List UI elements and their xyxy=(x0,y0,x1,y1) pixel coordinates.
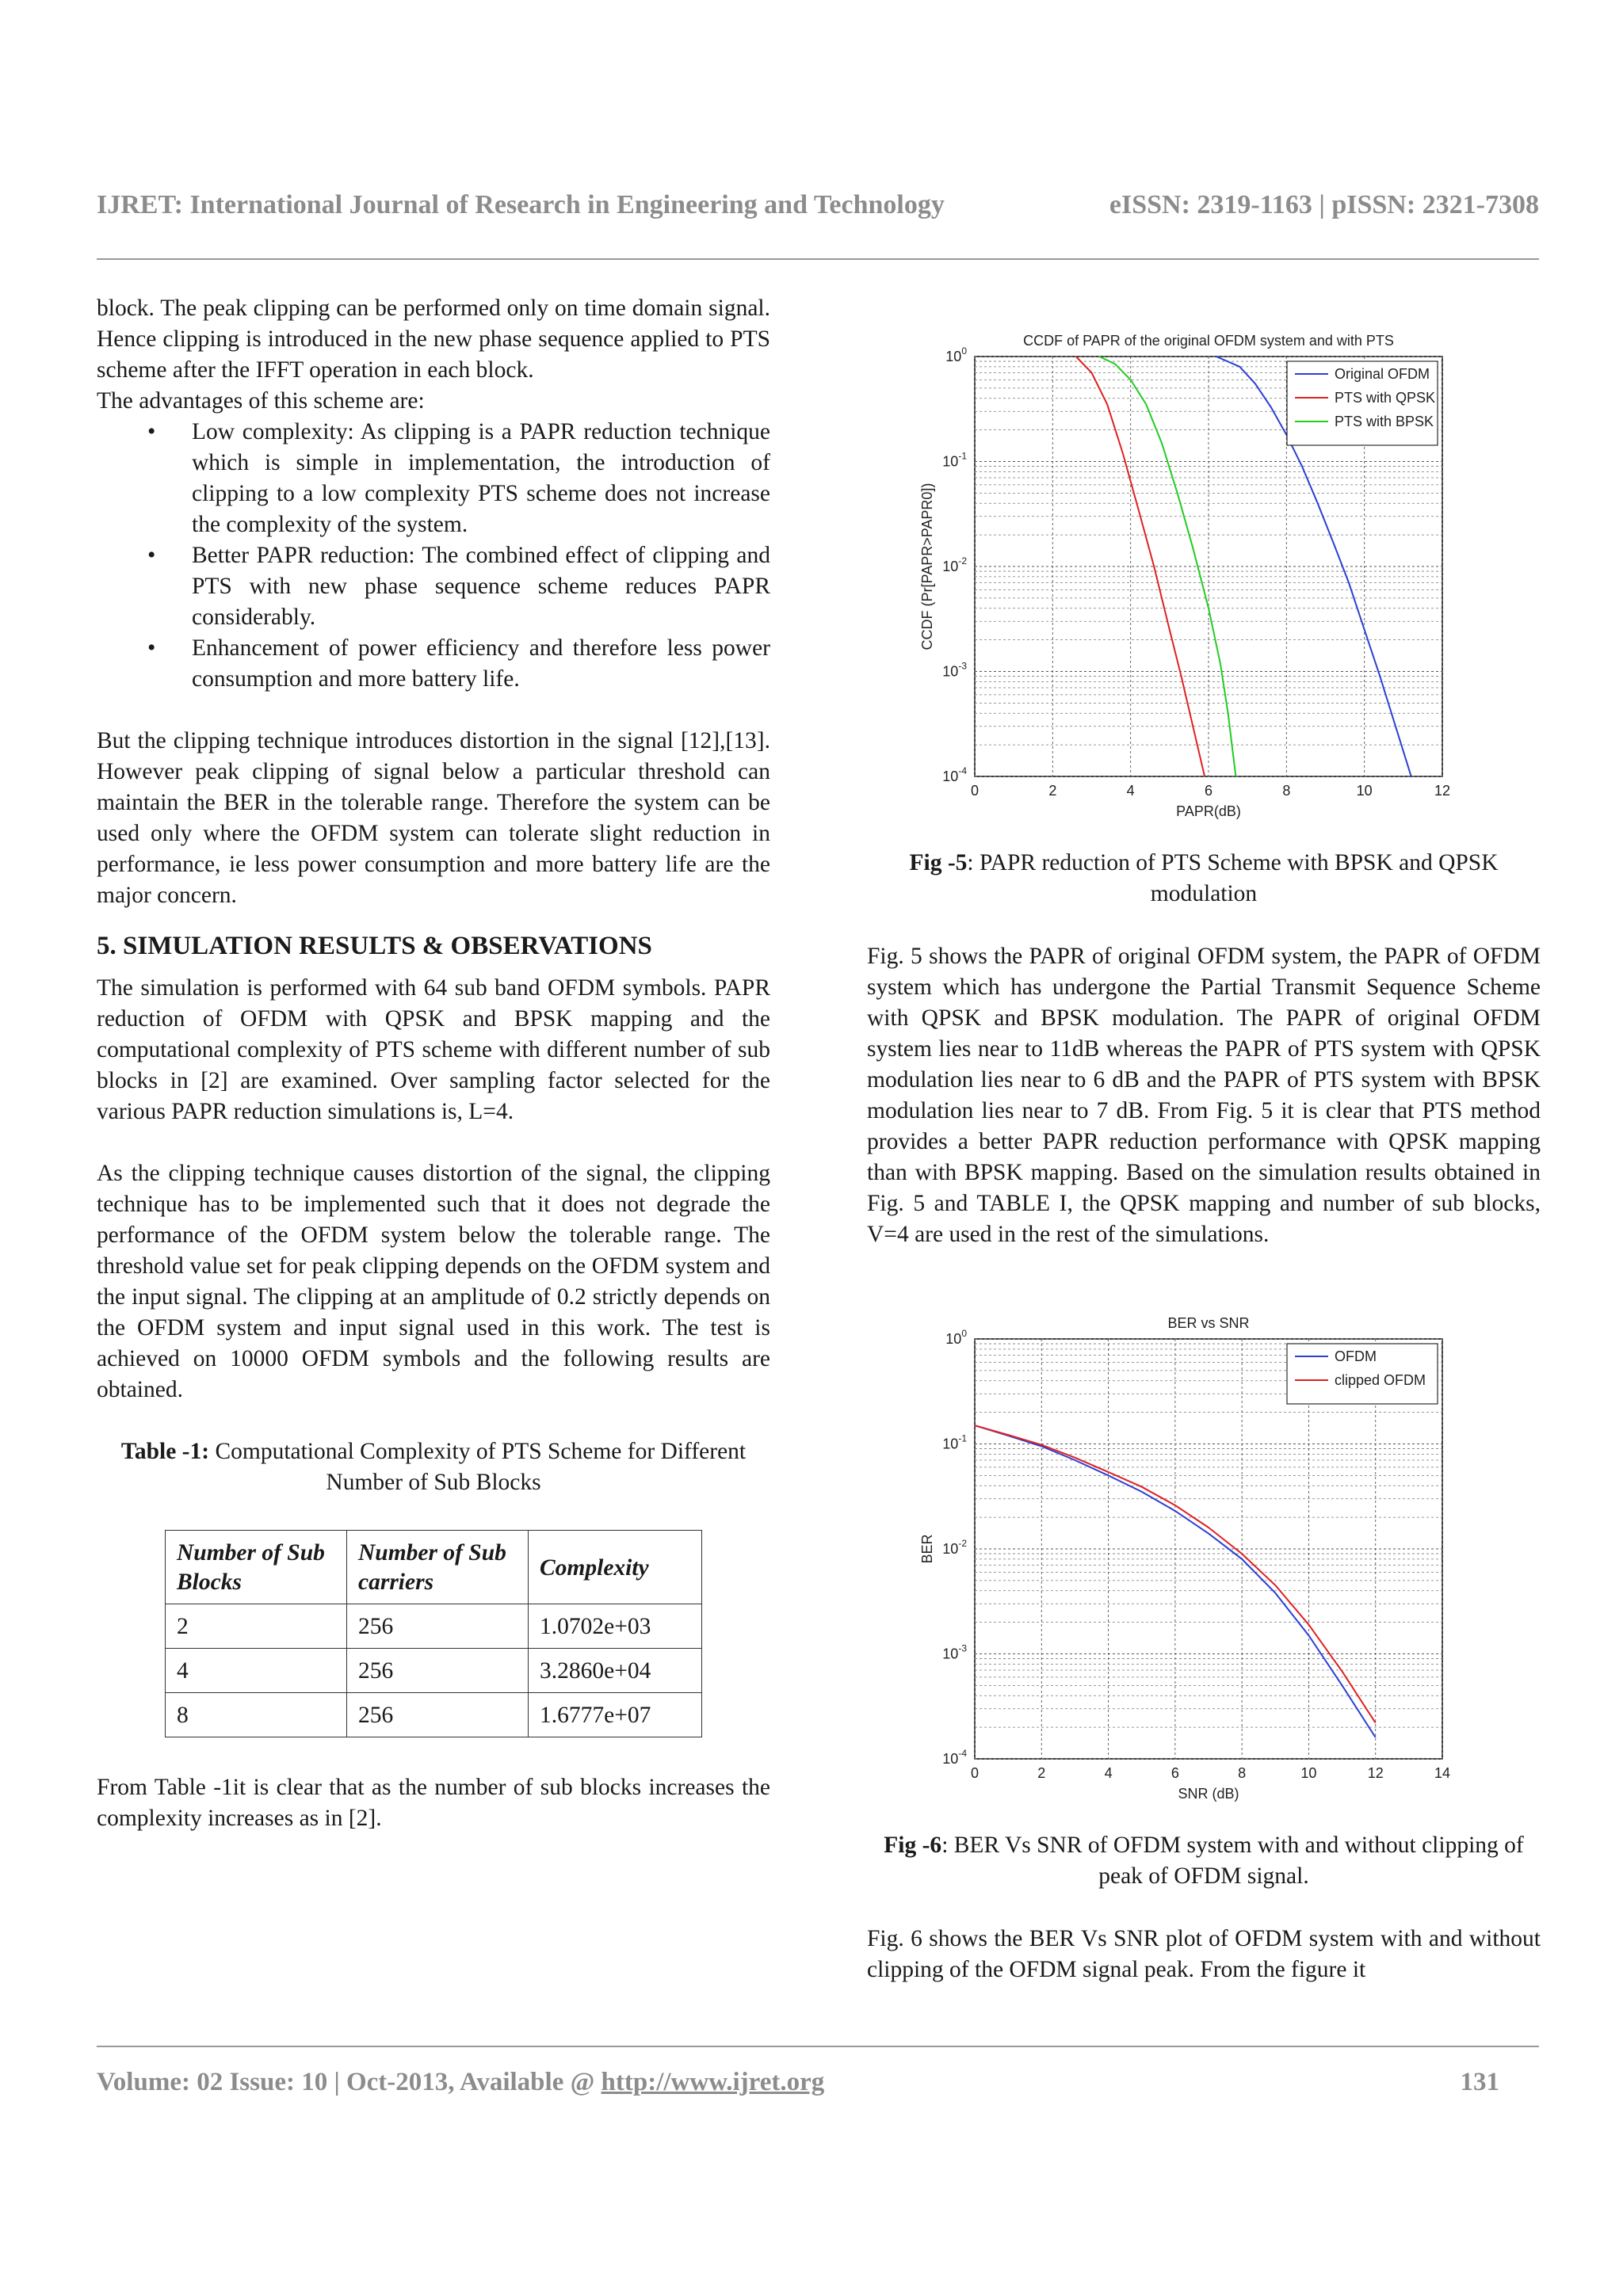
x-tick-label: 2 xyxy=(1037,1765,1046,1781)
right-column-upper xyxy=(867,848,1541,1250)
y-tick-label: $10^{-4}$ xyxy=(942,1748,967,1767)
paragraph: From Table -1it is clear that as the number of sub blocks increases the complexity increases as in [2]. xyxy=(97,1775,770,1831)
legend-label: PTS with BPSK xyxy=(1335,414,1434,429)
papr-ccdf-chart xyxy=(911,317,1466,824)
y-axis-label: CCDF (Pr[PAPR>PAPR0]) xyxy=(919,482,935,650)
running-header xyxy=(97,190,1539,220)
issn: eISSN: 2319-1163 | pISSN: 2321-7308 xyxy=(1109,190,1539,219)
x-tick-label: 12 xyxy=(1434,783,1451,799)
y-tick-label: $10^{-4}$ xyxy=(942,765,967,784)
section-heading: 5. SIMULATION RESULTS & OBSERVATIONS xyxy=(97,932,652,960)
paragraph: The simulation is performed with 64 sub band OFDM symbols. PAPR reduction of OFDM with QPSK and BPSK mapping and the computational complexity of PTS scheme with different number of sub blocks in [2] are examined. Over sampling factor selected for the various PAPR reduction simulations is, L=4. xyxy=(97,975,770,1124)
advantages-list xyxy=(97,417,770,695)
figure-6 xyxy=(911,1299,1466,1818)
x-tick-label: 14 xyxy=(1434,1765,1451,1781)
x-tick-label: 6 xyxy=(1204,783,1213,799)
footer-rule xyxy=(97,2046,1539,2047)
y-axis-label: BER xyxy=(919,1534,935,1564)
paragraph: Fig. 6 shows the BER Vs SNR plot of OFDM system with and without clipping of the OFDM signal peak. From the figure it xyxy=(867,1926,1541,1982)
paragraph: Fig. 5 shows the PAPR of original OFDM system, the PAPR of OFDM system which has undergone the Partial Transmit Sequence Scheme with QPSK and BPSK modulation. The PAPR of original OFDM system lies near to 11dB whereas the PAPR of PTS system with QPSK modulation lies near to 6 dB and the PAPR of PTS system with BPSK modulation lies near to 7 dB. From Fig. 5 it is clear that PTS method provides a better PAPR reduction performance with QPSK mapping than with BPSK mapping. Based on the simulation results obtained in Fig. 5 and TABLE I, the QPSK mapping and number of sub blocks, V=4 are used in the rest of the simulations. xyxy=(867,944,1541,1247)
x-axis-label: PAPR(dB) xyxy=(1176,803,1241,819)
table-header: Number of Sub Blocks xyxy=(166,1531,347,1604)
list-item: • Better PAPR reduction: The combined effect of clipping and PTS with new phase sequence scheme reduces PAPR considerably. xyxy=(192,540,770,633)
x-tick-label: 10 xyxy=(1300,1765,1317,1781)
table-caption: Table -1: Computational Complexity of PTS Scheme for Different Number of Sub Blocks xyxy=(120,1439,747,1495)
volume-info: Volume: 02 Issue: 10 | Oct-2013, Available @ http://www.ijret.org xyxy=(97,2068,825,2096)
y-tick-label: $10^{-2}$ xyxy=(942,555,967,574)
page-number: 131 xyxy=(1460,2068,1499,2096)
header-rule xyxy=(97,258,1539,260)
figure-5 xyxy=(911,317,1466,828)
x-tick-label: 10 xyxy=(1356,783,1373,799)
legend-label: clipped OFDM xyxy=(1335,1372,1426,1388)
paragraph: But the clipping technique introduces distortion in the signal [12],[13]. However peak clipping of signal below a particular threshold can maintain the BER in the tolerable range. Therefore the system can be used only where the OFDM system can tolerate slight reduction in performance, ie less power consumption and more battery life are the major concern. xyxy=(97,728,770,908)
complexity-table xyxy=(165,1530,702,1737)
figure-6-caption: Fig -6: BER Vs SNR of OFDM system with and without clipping of peak of OFDM signal. xyxy=(884,1833,1524,1889)
legend-label: OFDM xyxy=(1335,1348,1377,1364)
table-header: Number of Sub carriers xyxy=(347,1531,529,1604)
running-footer xyxy=(97,2068,1539,2097)
chart-title: CCDF of PAPR of the original OFDM system and with PTS xyxy=(1023,333,1394,349)
list-item: • Low complexity: As clipping is a PAPR reduction technique which is simple in implementation, the introduction of clipping to a low complexity PTS scheme does not increase the complexity of the system. xyxy=(192,417,770,540)
paragraph: block. The peak clipping can be performed only on time domain signal. Hence clipping is introduced in the new phase sequence applied to PTS scheme after the IFFT operation in each block. xyxy=(97,296,770,383)
y-tick-label: $10^{-1}$ xyxy=(942,1432,967,1452)
table-row: 8 256 1.6777e+07 xyxy=(166,1693,702,1737)
left-column xyxy=(97,293,770,1834)
x-tick-label: 8 xyxy=(1282,783,1291,799)
y-tick-label: $10^{-3}$ xyxy=(942,660,967,680)
journal-title: IJRET: International Journal of Research in Engineering and Technology xyxy=(97,190,945,219)
ber-snr-chart xyxy=(911,1299,1466,1814)
advantages-intro: The advantages of this scheme are: xyxy=(97,388,425,414)
legend-label: PTS with QPSK xyxy=(1335,390,1436,406)
table-row: 4 256 3.2860e+04 xyxy=(166,1649,702,1693)
x-tick-label: 0 xyxy=(970,783,980,799)
right-column-lower xyxy=(867,1830,1541,1985)
table-header: Complexity xyxy=(529,1531,702,1604)
x-tick-label: 12 xyxy=(1367,1765,1384,1781)
y-tick-label: $10^0$ xyxy=(945,1328,967,1347)
x-tick-label: 8 xyxy=(1238,1765,1247,1781)
journal-link[interactable]: http://www.ijret.org xyxy=(601,2068,825,2096)
y-tick-label: $10^{-2}$ xyxy=(942,1538,967,1557)
table-row: 2 256 1.0702e+03 xyxy=(166,1604,702,1649)
y-tick-label: $10^0$ xyxy=(945,345,967,364)
x-tick-label: 4 xyxy=(1104,1765,1113,1781)
paragraph: As the clipping technique causes distortion of the signal, the clipping technique has to be implemented such that it does not degrade the performance of the OFDM system below the tolerable range. The threshold value set for peak clipping depends on the OFDM system and the input signal. The clipping at an amplitude of 0.2 strictly depends on the OFDM system and input signal used in this work. The test is achieved on 10000 OFDM symbols and the following results are obtained. xyxy=(97,1161,770,1402)
y-tick-label: $10^{-3}$ xyxy=(942,1642,967,1662)
x-tick-label: 2 xyxy=(1048,783,1057,799)
figure-5-caption: Fig -5: PAPR reduction of PTS Scheme with BPSK and QPSK modulation xyxy=(909,850,1499,906)
x-tick-label: 0 xyxy=(970,1765,980,1781)
list-item: • Enhancement of power efficiency and therefore less power consumption and more battery life. xyxy=(192,633,770,695)
x-axis-label: SNR (dB) xyxy=(1178,1786,1239,1802)
y-tick-label: $10^{-1}$ xyxy=(942,450,967,470)
chart-title: BER vs SNR xyxy=(1167,1315,1250,1331)
x-tick-label: 4 xyxy=(1126,783,1135,799)
x-tick-label: 6 xyxy=(1170,1765,1179,1781)
legend-label: Original OFDM xyxy=(1335,366,1430,382)
